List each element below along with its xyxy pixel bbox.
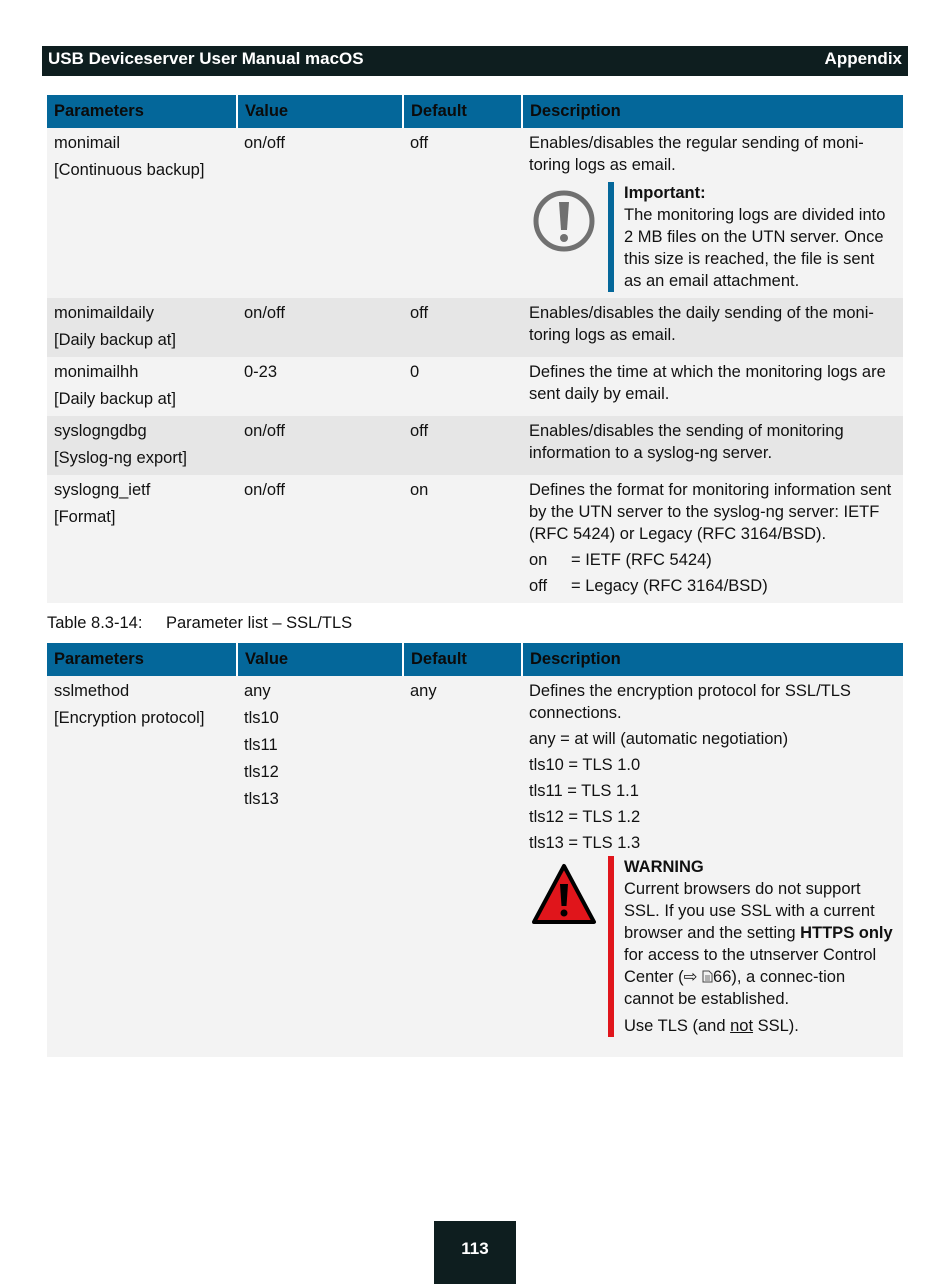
description-cell: Defines the time at which the monitoring logs are sent daily by email. <box>522 357 903 416</box>
column-header-default: Default <box>403 643 522 676</box>
column-header-description: Description <box>522 643 903 676</box>
param-gui-label: [Continuous backup] <box>54 161 205 179</box>
default-cell: on <box>403 475 522 603</box>
param-gui-label: [Encryption protocol] <box>54 709 205 727</box>
param-cell <box>47 357 237 416</box>
table-header-row <box>47 643 903 676</box>
param-gui-label: [Daily backup at] <box>54 390 176 408</box>
page-ref-number[interactable]: 66 <box>713 968 732 986</box>
description-cell <box>522 676 903 1057</box>
description-text: Defines the encryption protocol for SSL/TLS connections. <box>529 682 851 722</box>
important-note <box>529 182 896 292</box>
column-header-parameters: Parameters <box>47 95 237 128</box>
warning-text-part: ), a connec-tion cannot be established. <box>624 968 846 1008</box>
description-cell: Enables/disables the sending of monitoring information to a syslog-ng server. <box>522 416 903 475</box>
param-gui-label: [Syslog-ng export] <box>54 449 187 467</box>
description-line: tls11 = TLS 1.1 <box>529 782 639 800</box>
param-cell <box>47 475 237 603</box>
parameter-table-monitoring <box>47 95 903 603</box>
column-header-description: Description <box>522 95 903 128</box>
note-text: The monitoring logs are divided into 2 MB files on the UTN server. Once this size is reached, the file is sent as an email attachment. <box>624 206 886 290</box>
table-caption <box>47 614 352 633</box>
parameter-table-ssl-tls <box>47 643 903 1057</box>
value-option: tls11 <box>244 736 278 754</box>
description-line: any = at will (automatic negotiation) <box>529 730 789 748</box>
param-name: syslogngdbg <box>54 422 147 440</box>
description-cell <box>522 475 903 603</box>
note-title: Important: <box>624 184 706 202</box>
description-line: tls12 = TLS 1.2 <box>529 808 641 826</box>
section-title: Appendix <box>824 49 902 68</box>
param-cell <box>47 298 237 357</box>
warning-text-part: Current browsers do not support SSL. If you use SSL with a current browser and the setting <box>624 880 875 942</box>
value-cell: on/off <box>237 416 403 475</box>
table-caption-text: Parameter list – SSL/TLS <box>166 614 353 632</box>
note-accent-bar <box>608 182 614 292</box>
param-gui-label: [Format] <box>54 508 116 526</box>
option-line <box>529 575 896 597</box>
column-header-default: Default <box>403 95 522 128</box>
warning-text-part: SSL). <box>753 1017 799 1035</box>
warning-text-part: for access to the utnserver Control Center ( <box>624 946 877 986</box>
param-name: syslogng_ietf <box>54 481 151 499</box>
value-option: any <box>244 682 271 700</box>
warning-bold-setting: HTTPS only <box>800 924 893 942</box>
value-cell: 0-23 <box>237 357 403 416</box>
manual-title: USB Deviceserver User Manual macOS <box>48 49 364 68</box>
option-key: on <box>529 551 548 569</box>
value-cell: on/off <box>237 128 403 298</box>
param-gui-label: [Daily backup at] <box>54 331 176 349</box>
option-value: = IETF (RFC 5424) <box>571 551 712 569</box>
page-ref-doc-icon <box>702 968 713 986</box>
value-cell <box>237 676 403 1057</box>
option-key: off <box>529 577 548 595</box>
warning-text-part: Use TLS (and <box>624 1017 731 1035</box>
default-cell: off <box>403 298 522 357</box>
description-line: tls10 = TLS 1.0 <box>529 756 641 774</box>
table-row <box>47 128 903 298</box>
param-name: monimaildaily <box>54 304 154 322</box>
warning-text <box>624 878 896 1010</box>
table-row <box>47 475 903 603</box>
warning-advice <box>624 1015 896 1037</box>
table-header-row <box>47 95 903 128</box>
page-header <box>42 46 908 76</box>
column-header-parameters: Parameters <box>47 643 237 676</box>
param-cell <box>47 416 237 475</box>
warning-title: WARNING <box>624 858 704 876</box>
value-option: tls13 <box>244 790 279 808</box>
param-name: monimail <box>54 134 121 152</box>
description-cell: Enables/disables the daily sending of the moni-toring logs as email. <box>522 298 903 357</box>
description-cell <box>522 128 903 298</box>
description-line: tls13 = TLS 1.3 <box>529 834 641 852</box>
table-row <box>47 357 903 416</box>
param-name: sslmethod <box>54 682 130 700</box>
value-option: tls10 <box>244 709 279 727</box>
value-cell: on/off <box>237 475 403 603</box>
default-cell: off <box>403 128 522 298</box>
table-row <box>47 298 903 357</box>
param-name: monimailhh <box>54 363 139 381</box>
warning-underlined-word: not <box>730 1017 754 1035</box>
important-exclamation-icon <box>531 188 597 254</box>
value-cell: on/off <box>237 298 403 357</box>
param-cell <box>47 128 237 298</box>
page-number: 113 <box>434 1221 516 1284</box>
warning-triangle-icon <box>531 862 597 928</box>
column-header-value: Value <box>237 643 403 676</box>
default-cell: any <box>403 676 522 1057</box>
param-cell <box>47 676 237 1057</box>
warning-accent-bar <box>608 856 614 1037</box>
default-cell: 0 <box>403 357 522 416</box>
description-text: Enables/disables the regular sending of moni-toring logs as email. <box>529 134 864 174</box>
value-option: tls12 <box>244 763 279 781</box>
description-text: Defines the format for monitoring information sent by the UTN server to the syslog-ng server: IETF (RFC 5424) or Legacy (RFC 3164/BSD). <box>529 481 892 543</box>
warning-note <box>529 856 896 1037</box>
option-value: = Legacy (RFC 3164/BSD) <box>571 577 768 595</box>
column-header-value: Value <box>237 95 403 128</box>
table-caption-number: Table 8.3-14: <box>47 614 143 632</box>
option-line <box>529 549 896 571</box>
table-row <box>47 676 903 1057</box>
table-row <box>47 416 903 475</box>
page-ref-arrow-icon: ⇨ <box>683 968 698 986</box>
default-cell: off <box>403 416 522 475</box>
